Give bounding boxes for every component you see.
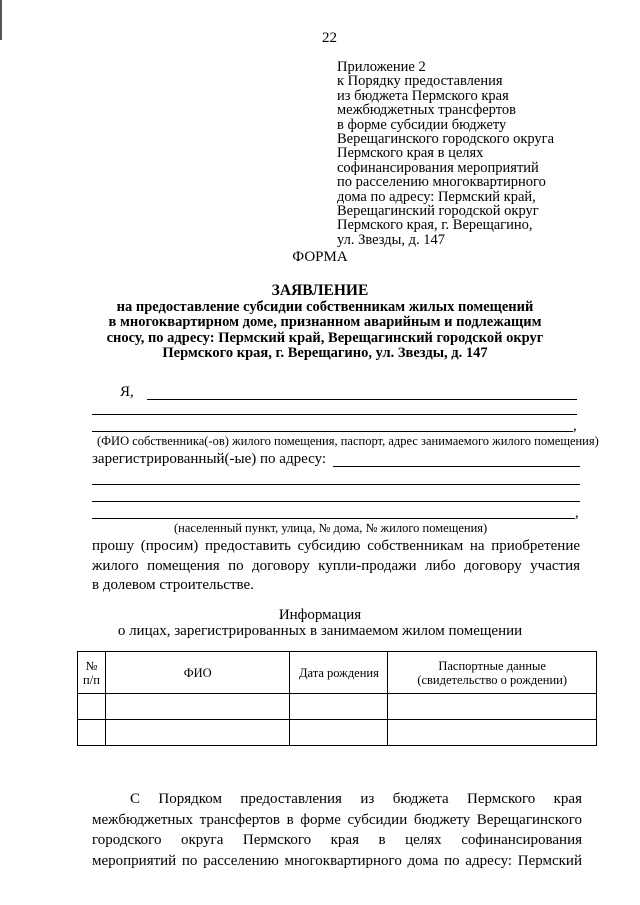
owner-line-2[interactable] — [92, 414, 577, 415]
owner-line-3[interactable] — [92, 431, 573, 432]
paragraph-line: мероприятий по расселению многоквартирного дома по адресу: Пермский — [92, 852, 582, 869]
paragraph-line: в долевом строительстве. — [92, 577, 254, 593]
appendix-line: ул. Звезды, д. 147 — [337, 231, 445, 248]
info-subtitle: о лицах, зарегистрированных в занимаемом жилом помещении — [117, 623, 523, 639]
appendix-line: по расселению многоквартирного — [337, 174, 546, 191]
form-label: ФОРМА — [292, 249, 348, 265]
appendix-line: к Порядку предоставления — [337, 73, 503, 90]
appendix-line: Пермского края в целях — [337, 145, 484, 162]
header-num — [78, 652, 106, 694]
paragraph-line: городского округа Пермского края в целях софинансирования — [92, 832, 582, 848]
appendix-line: софинансирования мероприятий — [337, 159, 539, 176]
table-cell[interactable] — [388, 694, 597, 720]
table-cell[interactable] — [290, 694, 388, 720]
paragraph-line: С Порядком предоставления из бюджета Пермского края — [130, 791, 582, 807]
owner-name-line[interactable] — [147, 399, 577, 400]
request-paragraph — [92, 537, 580, 596]
owner-comma: , — [573, 418, 577, 434]
table-cell[interactable] — [105, 694, 290, 720]
appendix-line: Верещагинского городского округа — [337, 131, 555, 148]
table-row — [78, 720, 597, 746]
appendix-line: Верещагинский городской округ — [337, 203, 539, 220]
table-cell[interactable] — [388, 720, 597, 746]
subtitle-line: на предоставление субсидии собственникам жилых помещений — [116, 299, 534, 315]
appendix-line: Пермского края, г. Верещагино, — [337, 217, 533, 234]
owner-caption: (ФИО собственника(-ов) жилого помещения, паспорт, адрес занимаемого жилого помещения) — [97, 434, 599, 448]
appendix-line: межбюджетных трансфертов — [337, 102, 516, 119]
page-number: 22 — [322, 30, 337, 46]
document-subtitle — [60, 300, 590, 361]
table-cell[interactable] — [78, 720, 106, 746]
page-edge-mark — [0, 0, 2, 40]
table-cell[interactable] — [290, 720, 388, 746]
residents-table — [77, 651, 597, 746]
procedure-paragraph — [92, 789, 582, 871]
paragraph-line: прошу (просим) предоставить субсидию собственникам на приобретение — [92, 538, 580, 554]
table-row — [78, 694, 597, 720]
header-birth: Дата рождения — [290, 652, 388, 694]
address-line-3[interactable] — [92, 501, 580, 502]
appendix-line: дома по адресу: Пермский край, — [337, 188, 536, 205]
subtitle-line: сносу, по адресу: Пермский край, Верещагинский городской округ — [106, 329, 544, 346]
paragraph-line: жилого помещения по договору купли-продажи либо договору участия — [92, 557, 580, 574]
subtitle-line: в многоквартирном доме, признанном аварийным и подлежащим — [108, 314, 542, 331]
i-prefix: Я, — [120, 384, 134, 400]
appendix-line: в форме субсидии бюджету — [337, 116, 507, 133]
table-header-row — [78, 652, 597, 694]
appendix-line: из бюджета Пермского края — [337, 87, 509, 104]
address-line-2[interactable] — [92, 484, 580, 485]
address-line-4[interactable] — [92, 518, 575, 519]
header-passport — [388, 652, 597, 694]
document-title: ЗАЯВЛЕНИЕ — [271, 282, 369, 299]
header-num-line2: п/п — [83, 672, 100, 687]
header-passport-line2: (свидетельство о рождении) — [417, 672, 568, 687]
address-comma: , — [575, 505, 579, 521]
header-fio: ФИО — [105, 652, 290, 694]
registered-label: зарегистрированный(-ые) по адресу: — [92, 451, 327, 467]
header-passport-line1: Паспортные данные — [438, 658, 546, 673]
paragraph-line: межбюджетных трансфертов в форме субсидии бюджету Верещагинского — [92, 811, 582, 828]
table-cell[interactable] — [105, 720, 290, 746]
subtitle-line: Пермского края, г. Верещагино, ул. Звезды, д. 147 — [162, 344, 488, 361]
info-title: Информация — [278, 607, 362, 623]
header-num-line1: № — [85, 658, 98, 673]
address-caption: (населенный пункт, улица, № дома, № жилого помещения) — [174, 521, 488, 535]
appendix-line: Приложение 2 — [337, 59, 426, 75]
address-line-1[interactable] — [333, 466, 580, 467]
appendix-block — [337, 60, 554, 247]
table-cell[interactable] — [78, 694, 106, 720]
